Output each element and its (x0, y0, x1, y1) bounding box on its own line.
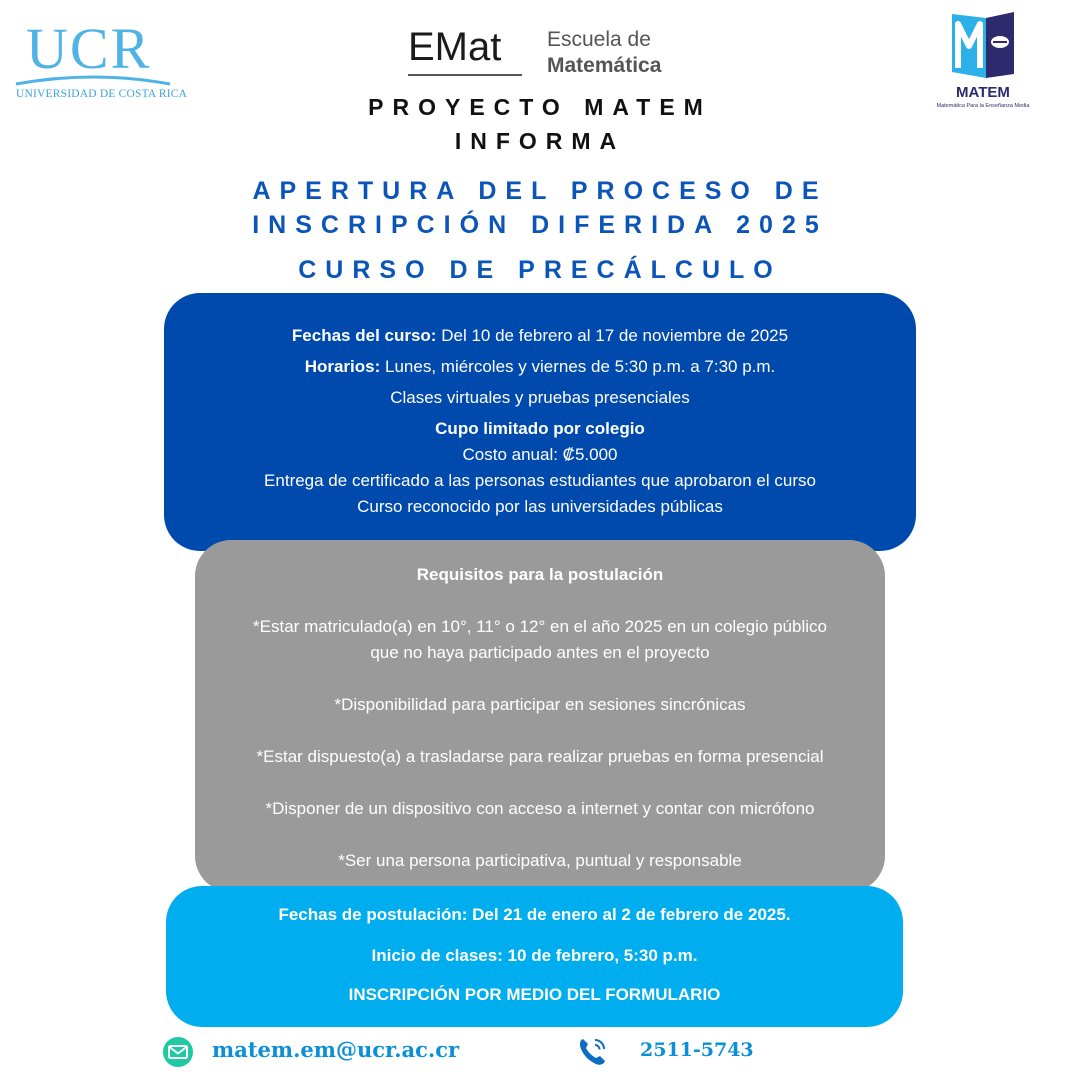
emat-logo-line1: Escuela de (547, 28, 651, 51)
mail-icon (162, 1036, 194, 1068)
header-line-2: INFORMA (454, 128, 626, 154)
phone-icon (576, 1034, 610, 1068)
course-certificate: Entrega de certificado a las personas estudiantes que aprobaron el curso (264, 471, 816, 490)
course-modality: Clases virtuales y pruebas presenciales (390, 388, 690, 407)
application-panel (166, 886, 903, 1027)
course-cost: Costo anual: ₡5.000 (462, 445, 618, 464)
requirement-1-line-2: que no haya participado antes en el proyecto (370, 643, 710, 662)
course-hours (164, 357, 916, 377)
requirement-5: *Ser una persona participativa, puntual y responsable (338, 851, 742, 870)
matem-logo-subtitle: Matemática Para la Enseñanza Media (936, 103, 1030, 109)
requirements-panel (195, 540, 885, 892)
course-title: CURSO DE PRECÁLCULO (298, 256, 782, 284)
announcement-line-2: INSCRIPCIÓN DIFERIDA 2025 (252, 211, 828, 239)
emat-logo-rule (408, 74, 522, 76)
requirement-1-line-1: *Estar matriculado(a) en 10°, 11° o 12° en el año 2025 en un colegio público (253, 617, 827, 636)
course-dates (164, 326, 916, 346)
classes-start: Inicio de clases: 10 de febrero, 5:30 p.m. (371, 946, 698, 965)
course-hours-label: Horarios: (304, 357, 381, 376)
emat-logo (406, 24, 686, 80)
requirements-title: Requisitos para la postulación (416, 565, 664, 584)
application-dates: Fechas de postulación: Del 21 de enero al 2 de febrero de 2025. (278, 905, 791, 924)
ucr-logo-arc (14, 72, 174, 88)
emat-logo-word: EMat (408, 25, 502, 69)
phone-link[interactable]: 2511-5743 (640, 1039, 754, 1061)
requirement-2: *Disponibilidad para participar en sesiones sincrónicas (334, 695, 746, 714)
requirement-3: *Estar dispuesto(a) a trasladarse para realizar pruebas en forma presencial (256, 747, 824, 766)
header-line-1: PROYECTO MATEM (368, 94, 712, 120)
course-limited: Cupo limitado por colegio (435, 419, 645, 438)
course-dates-label: Fechas del curso: (291, 326, 437, 345)
course-dates-value: Del 10 de febrero al 17 de noviembre de 2025 (441, 326, 789, 345)
course-recognition: Curso reconocido por las universidades públicas (357, 497, 723, 516)
announcement-line-1: APERTURA DEL PROCESO DE (252, 177, 828, 205)
ucr-logo-subtitle: UNIVERSIDAD DE COSTA RICA (16, 88, 188, 100)
requirement-4: *Disponer de un dispositivo con acceso a internet y contar con micrófono (265, 799, 815, 818)
course-info-panel (164, 293, 916, 551)
matem-logo-mark (928, 8, 1038, 84)
ucr-logo-letters: UCR (26, 16, 152, 81)
email-link[interactable]: matem.em@ucr.ac.cr (212, 1037, 460, 1062)
matem-logo-name: MATEM (956, 84, 1010, 101)
registration-form-note: INSCRIPCIÓN POR MEDIO DEL FORMULARIO (348, 985, 721, 1004)
emat-logo-line2: Matemática (547, 54, 662, 77)
course-hours-value: Lunes, miércoles y viernes de 5:30 p.m. a 7:30 p.m. (385, 357, 776, 376)
